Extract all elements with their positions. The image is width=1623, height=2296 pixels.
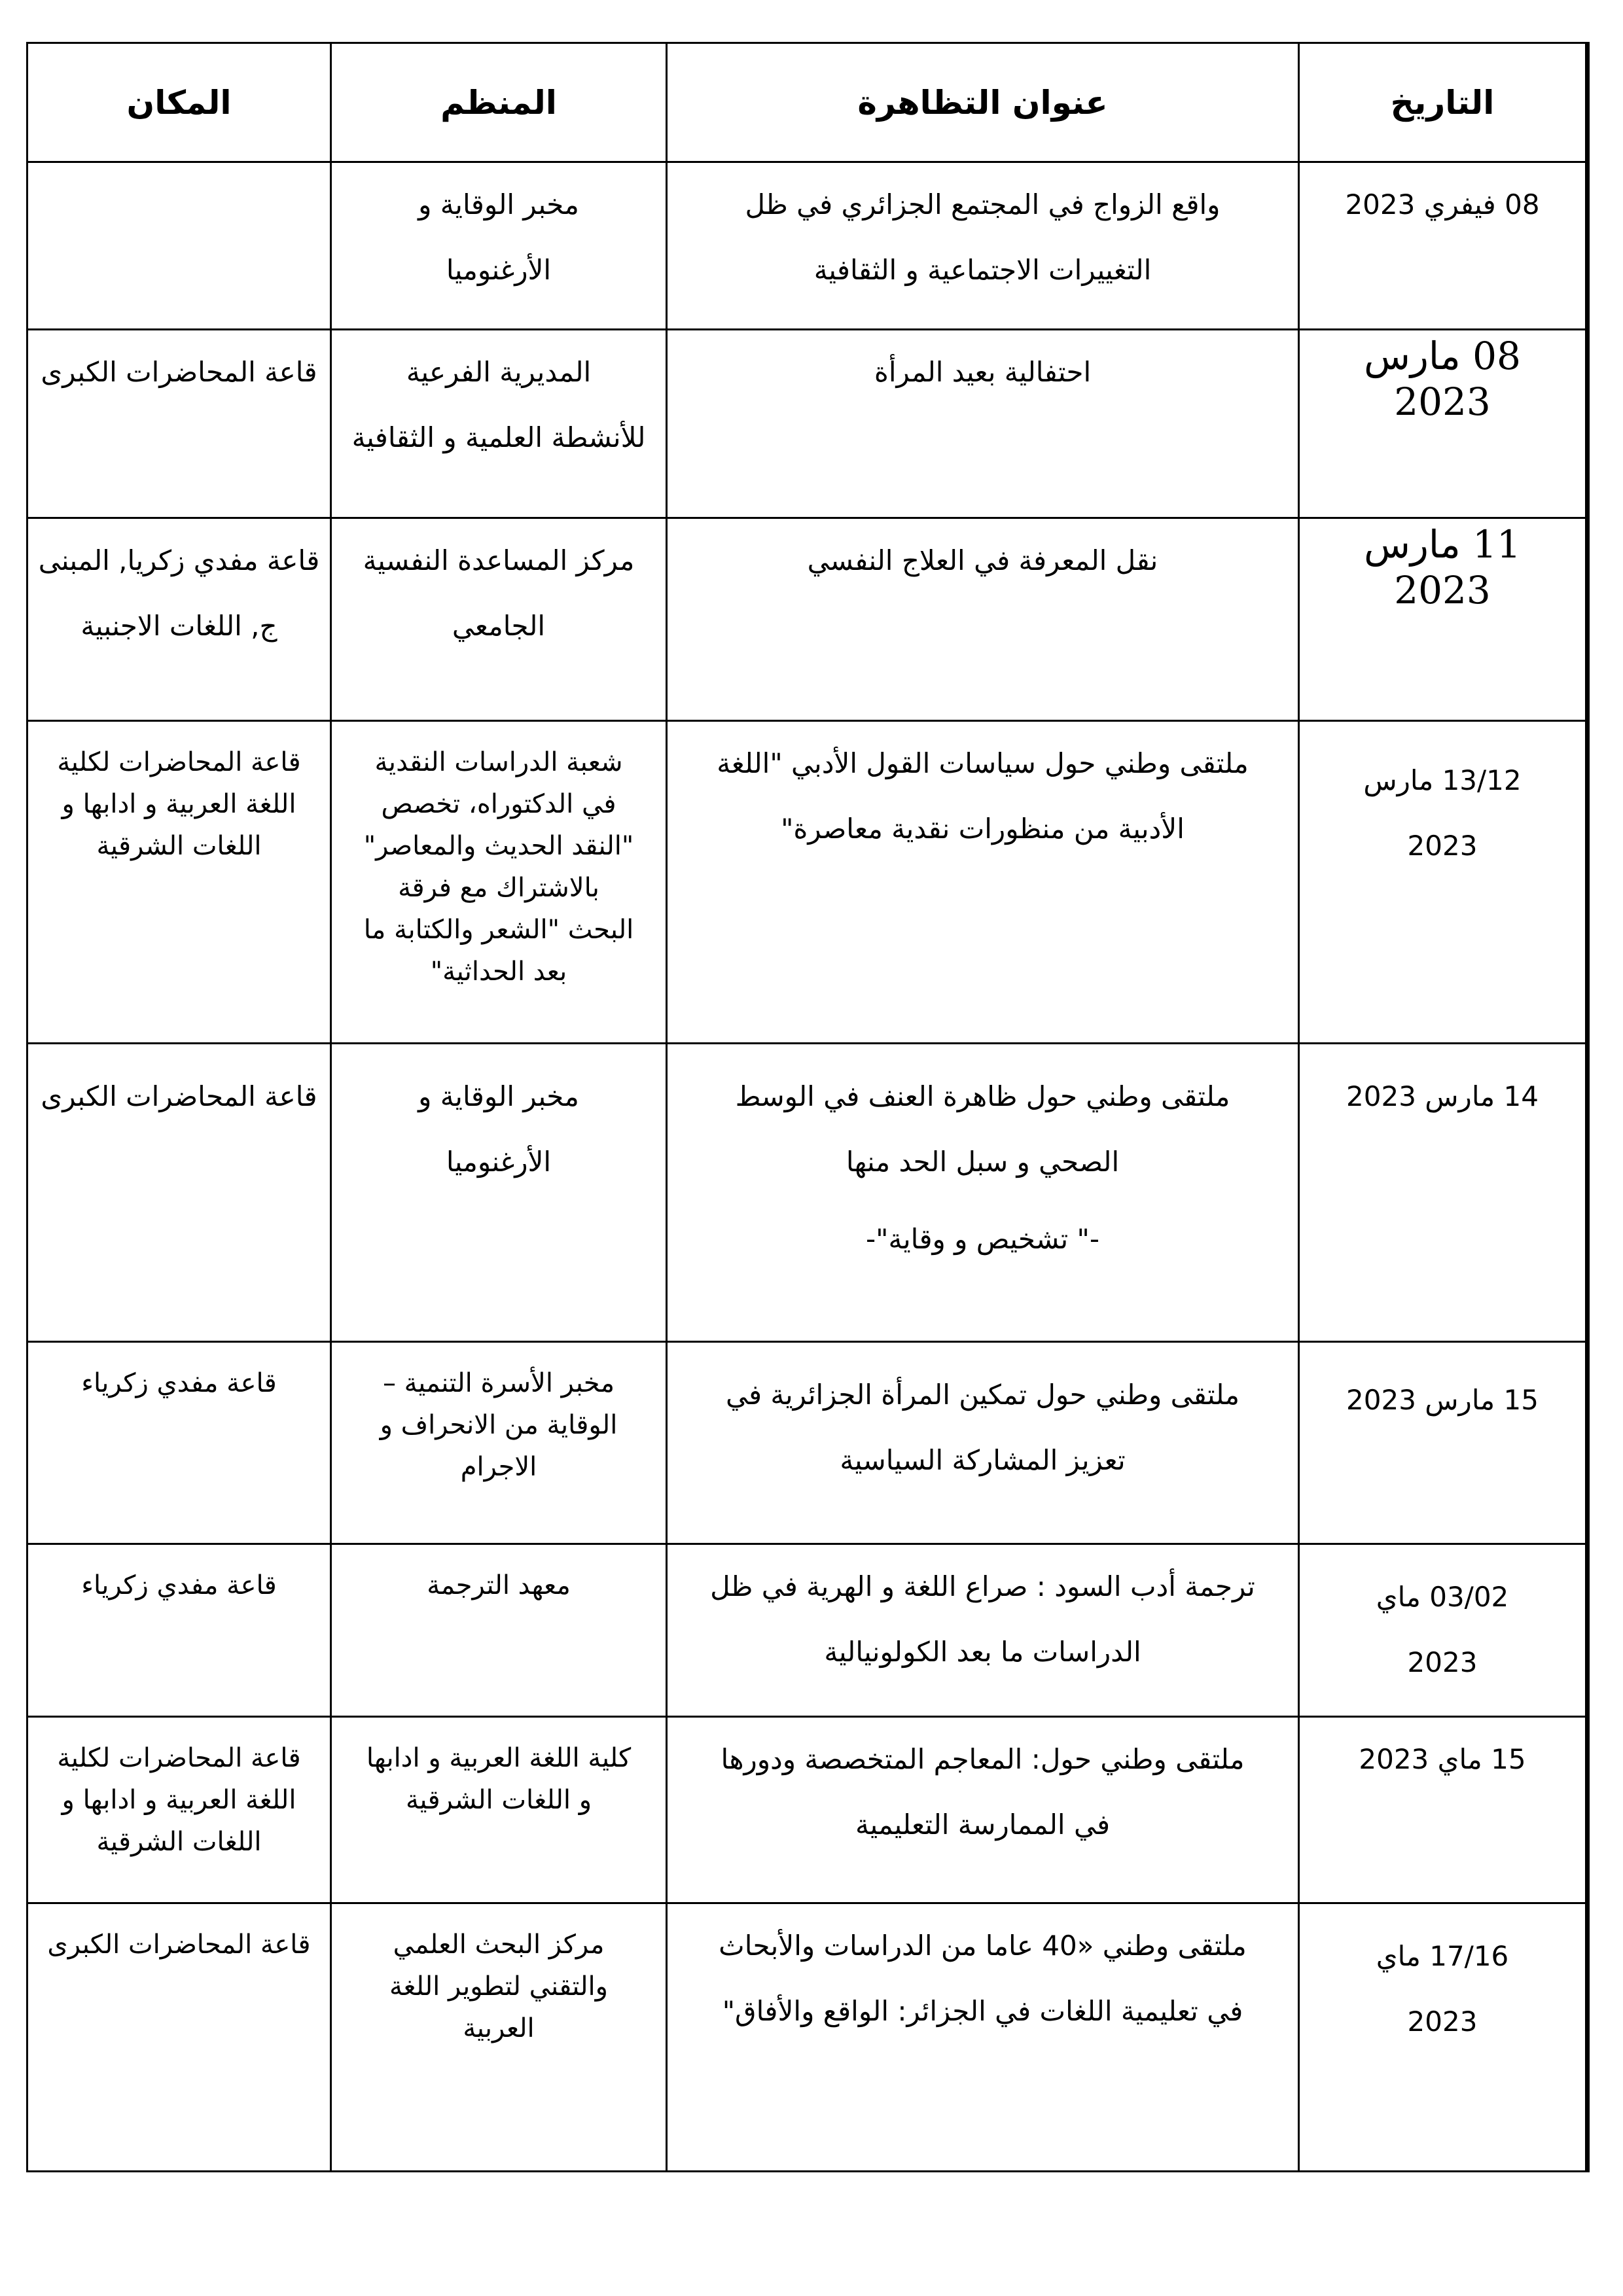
- date-cell: 11 مارس 2023: [1299, 518, 1588, 721]
- organizer-cell: مخبر الأسرة التنمية – الوقاية من الانحراف و الاجرام: [331, 1342, 667, 1544]
- place-cell: قاعة المحاضرات الكبرى: [27, 1903, 331, 2172]
- organizer-cell: مركز البحث العلمي والتقني لتطوير اللغة العربية: [331, 1903, 667, 2172]
- title-cell: ترجمة أدب السود : صراع اللغة و الهرية في ظل الدراسات ما بعد الكولونيالية: [667, 1544, 1299, 1717]
- place-cell: قاعة مفدي زكريا, المبنى ج, اللغات الاجنبية: [27, 518, 331, 721]
- organizer-cell: شعبة الدراسات النقدية في الدكتوراه، تخصص "النقد الحديث والمعاصر" بالاشتراك مع فرقة البحث "الشعر والكتابة ما بعد الحداثية": [331, 721, 667, 1044]
- date-cell: 13/12 مارس 2023: [1299, 721, 1588, 1044]
- date-cell: 15 ماي 2023: [1299, 1717, 1588, 1903]
- organizer-cell: مخبر الوقاية و الأرغنوميا: [331, 1044, 667, 1342]
- date-cell: 15 مارس 2023: [1299, 1342, 1588, 1544]
- title-subline: -" تشخيص و وقاية"-: [865, 1223, 1100, 1255]
- events-table: [26, 42, 1590, 2172]
- title-cell: واقع الزواج في المجتمع الجزائري في ظل التغييرات الاجتماعية و الثقافية: [667, 162, 1299, 330]
- table-row: [27, 1044, 1588, 1342]
- header-title: عنوان التظاهرة: [667, 43, 1299, 162]
- date-cell: 08 فيفري 2023: [1299, 162, 1588, 330]
- table-row: [27, 330, 1588, 518]
- header-organizer: المنظم: [331, 43, 667, 162]
- date-cell: 08 مارس 2023: [1299, 330, 1588, 518]
- place-cell: قاعة مفدي زكرياء: [27, 1544, 331, 1717]
- organizer-cell: كلية اللغة العربية و ادابها و اللغات الشرقية: [331, 1717, 667, 1903]
- place-cell: قاعة المحاضرات لكلية اللغة العربية و ادابها و اللغات الشرقية: [27, 721, 331, 1044]
- table-row: [27, 162, 1588, 330]
- organizer-cell: مخبر الوقاية و الأرغنوميا: [331, 162, 667, 330]
- table-row: [27, 1717, 1588, 1903]
- title-cell: ملتقى وطني حول ظاهرة العنف في الوسط الصحي و سبل الحد منها -" تشخيص و وقاية"-: [667, 1044, 1299, 1342]
- title-cell: ملتقى وطني حول سياسات القول الأدبي "اللغة الأدبية من منظورات نقدية معاصرة": [667, 721, 1299, 1044]
- title-cell: ملتقى وطني حول تمكين المرأة الجزائرية في تعزيز المشاركة السياسية: [667, 1342, 1299, 1544]
- place-cell: قاعة مفدي زكرياء: [27, 1342, 331, 1544]
- table-row: [27, 721, 1588, 1044]
- header-place: المكان: [27, 43, 331, 162]
- place-cell: قاعة المحاضرات لكلية اللغة العربية و ادابها و اللغات الشرقية: [27, 1717, 331, 1903]
- table-row: [27, 1903, 1588, 2172]
- place-cell: قاعة المحاضرات الكبرى: [27, 1044, 331, 1342]
- place-cell: قاعة المحاضرات الكبرى: [27, 330, 331, 518]
- spacer: [674, 1195, 1291, 1221]
- title-cell: احتفالية بعيد المرأة: [667, 330, 1299, 518]
- title-cell: ملتقى وطني حول: المعاجم المتخصصة ودورها في الممارسة التعليمية: [667, 1717, 1299, 1903]
- organizer-cell: المديرية الفرعية للأنشطة العلمية و الثقافية: [331, 330, 667, 518]
- table-row: [27, 1544, 1588, 1717]
- place-cell: [27, 162, 331, 330]
- header-row: [27, 43, 1588, 162]
- header-date: التاريخ: [1299, 43, 1588, 162]
- organizer-cell: معهد الترجمة: [331, 1544, 667, 1717]
- table-row: [27, 518, 1588, 721]
- date-cell: 14 مارس 2023: [1299, 1044, 1588, 1342]
- table-row: [27, 1342, 1588, 1544]
- title-cell: ملتقى وطني «40 عاما من الدراسات والأبحاث في تعليمية اللغات في الجزائر: الواقع والأفاق": [667, 1903, 1299, 2172]
- title-cell: نقل المعرفة في العلاج النفسي: [667, 518, 1299, 721]
- date-cell: 17/16 ماي 2023: [1299, 1903, 1588, 2172]
- organizer-cell: مركز المساعدة النفسية الجامعي: [331, 518, 667, 721]
- date-cell: 03/02 ماي 2023: [1299, 1544, 1588, 1717]
